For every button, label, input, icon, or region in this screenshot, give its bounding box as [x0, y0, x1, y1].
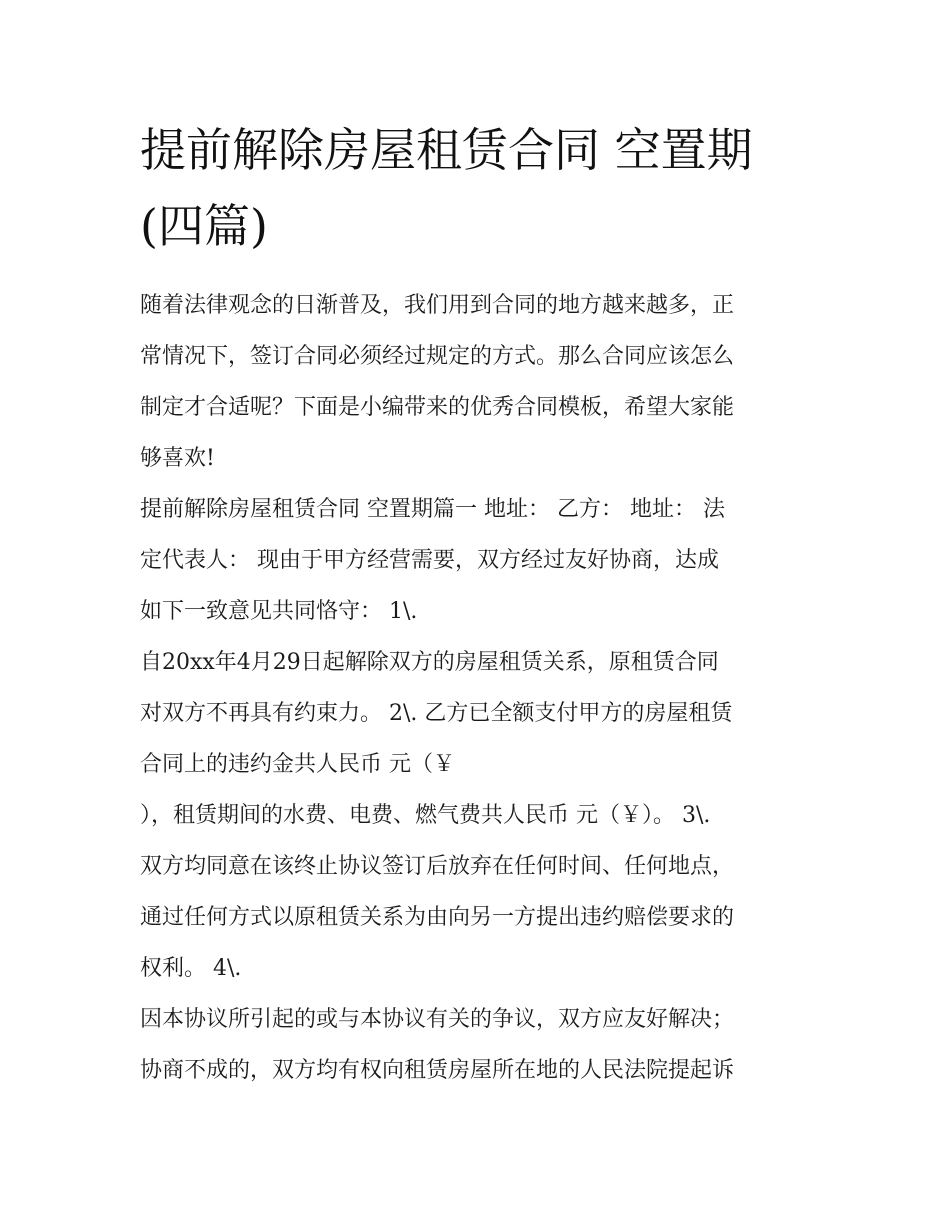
body-line-8: 自20xx年4月29日起解除双方的房屋租赁关系，原租赁合同: [140, 650, 719, 675]
body-line-9: 对双方不再具有约束力。 2\. 乙方已全额支付甲方的房屋租赁: [140, 701, 733, 726]
body-line-6: 定代表人： 现由于甲方经营需要，双方经过友好协商，达成: [140, 548, 719, 573]
body-line-2: 常情况下，签订合同必须经过规定的方式。那么合同应该怎么: [140, 344, 735, 369]
body-line-5: 提前解除房屋租赁合同 空置期篇一 地址： 乙方： 地址： 法: [140, 497, 725, 522]
body-line-13: 通过任何方式以原租赁关系为由向另一方提出违约赔偿要求的: [140, 905, 735, 930]
body-line-4: 够喜欢!: [140, 446, 215, 471]
body-line-10: 合同上的违约金共人民币 元（￥: [140, 752, 455, 777]
body-line-14: 权利。 4\.: [140, 956, 242, 981]
body-line-1: 随着法律观念的日渐普及，我们用到合同的地方越来越多，正: [140, 293, 735, 318]
body-line-12: 双方均同意在该终止协议签订后放弃在任何时间、任何地点，: [140, 854, 735, 879]
body-line-11: ），租赁期间的水费、电费、燃气费共人民币 元（￥）。 3\.: [140, 803, 711, 828]
title-line-1: 提前解除房屋租赁合同 空置期: [140, 123, 753, 177]
body-line-3: 制定才合适呢？下面是小编带来的优秀合同模板，希望大家能: [140, 395, 735, 420]
document-title: [140, 112, 830, 264]
body-line-7: 如下一致意见共同恪守： 1\.: [140, 599, 418, 624]
title-line-2: (四篇): [140, 199, 268, 253]
document-body: [140, 280, 830, 1096]
body-line-16: 协商不成的，双方均有权向租赁房屋所在地的人民法院提起诉: [140, 1058, 735, 1083]
body-line-15: 因本协议所引起的或与本协议有关的争议，双方应友好解决；: [140, 1007, 735, 1032]
